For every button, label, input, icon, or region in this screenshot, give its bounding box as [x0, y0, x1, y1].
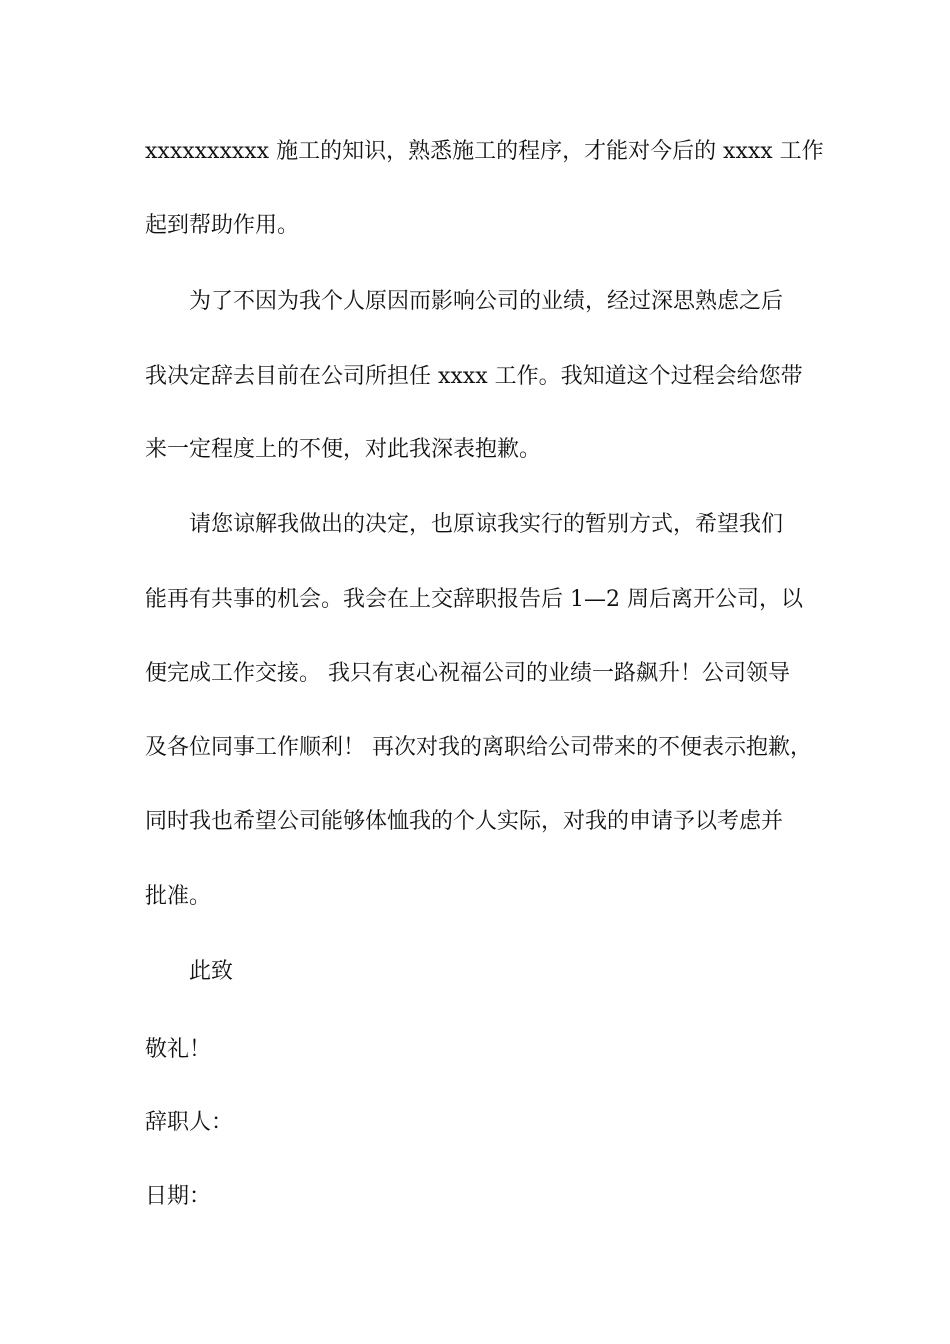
resigner-label: 辞职人：: [145, 1110, 234, 1135]
paragraph-2-line-2: 我决定辞去目前在公司所担任 xxxx 工作。我知道这个过程会给您带: [145, 364, 803, 389]
paragraph-3-line-3: 便完成工作交接。 我只有衷心祝福公司的业绩一路飙升！公司领导: [145, 661, 790, 686]
date-label: 日期：: [145, 1184, 212, 1209]
paragraph-1-line-1: xxxxxxxxxx 施工的知识，熟悉施工的程序，才能对今后的 xxxx 工作: [145, 139, 824, 164]
paragraph-2-line-3: 来一定程度上的不便，对此我深表抱歉。: [145, 437, 542, 462]
paragraph-3-line-2: 能再有共事的机会。我会在上交辞职报告后 1—2 周后离开公司，以: [145, 587, 803, 612]
paragraph-3-line-6: 批准。: [145, 884, 212, 909]
closing-text: 此致: [189, 959, 234, 984]
paragraph-1-line-2: 起到帮助作用。: [145, 213, 300, 238]
paragraph-2-line-1: 为了不因为我个人原因而影响公司的业绩，经过深思熟虑之后: [189, 289, 784, 314]
paragraph-3-line-4: 及各位同事工作顺利！ 再次对我的离职给公司带来的不便表示抱歉，: [145, 735, 812, 760]
salutation-text: 敬礼！: [145, 1037, 212, 1062]
paragraph-3-line-1: 请您谅解我做出的决定，也原谅我实行的暂别方式，希望我们: [189, 512, 784, 537]
paragraph-3-line-5: 同时我也希望公司能够体恤我的个人实际，对我的申请予以考虑并: [145, 809, 784, 834]
